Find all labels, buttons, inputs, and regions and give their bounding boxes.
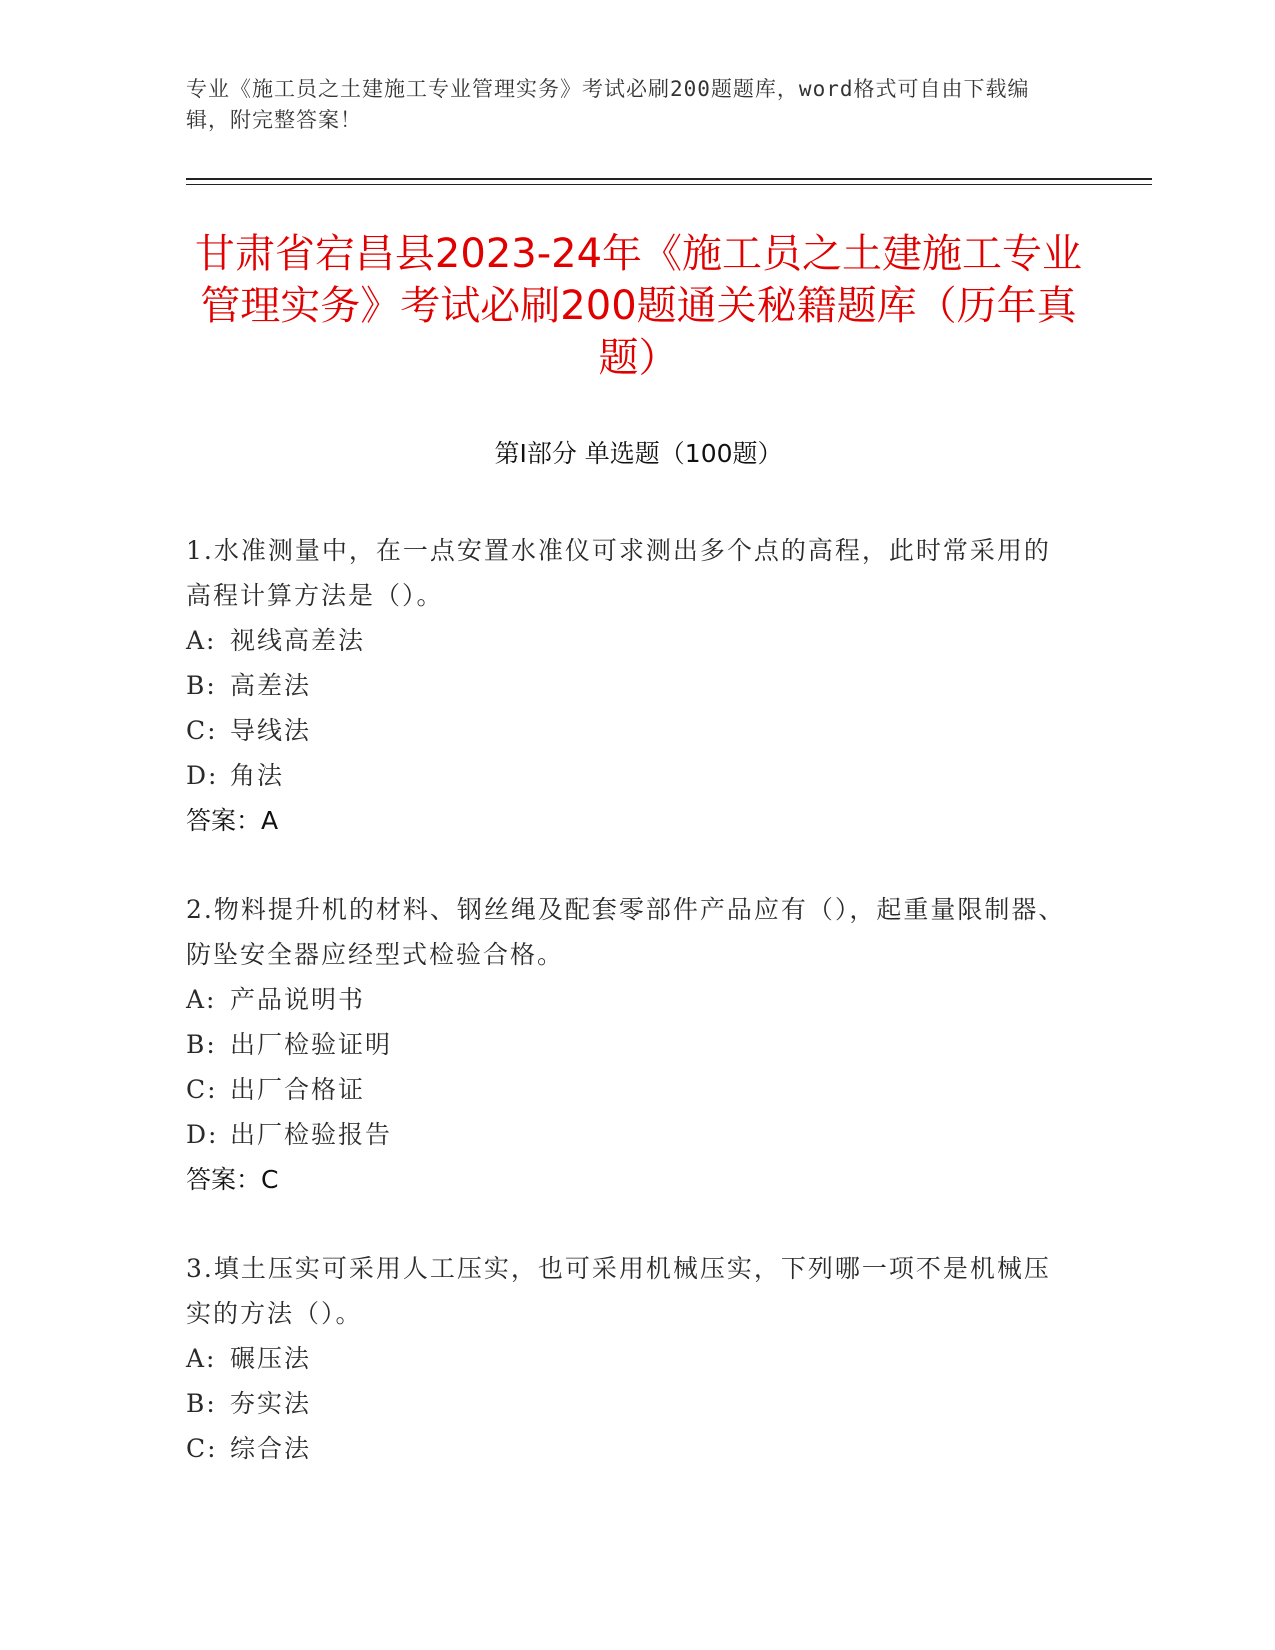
option-a [186, 1336, 1066, 1381]
option-text: 导线法 [230, 716, 312, 745]
option-d [186, 1112, 1066, 1157]
question-1 [186, 528, 1066, 843]
option-text: 出厂检验报告 [230, 1120, 393, 1149]
option-letter: C: [186, 716, 218, 745]
option-letter: B: [186, 1389, 217, 1418]
section-title: 第Ⅰ部分 单选题（100题） [494, 439, 783, 468]
header-divider-thin [186, 184, 1152, 185]
option-letter: D: [186, 1120, 219, 1149]
option-text: 出厂合格证 [230, 1075, 366, 1104]
option-letter: D: [186, 761, 219, 790]
option-text: 综合法 [230, 1434, 312, 1463]
header-divider-thick [186, 178, 1152, 180]
question-stem: 2.物料提升机的材料、钢丝绳及配套零部件产品应有（），起重量限制器、防坠安全器应经型式检验合格。 [186, 895, 1066, 969]
answer: 答案：A [186, 806, 279, 835]
option-letter: C: [186, 1434, 218, 1463]
option-d [186, 753, 1066, 798]
option-letter: A: [186, 985, 217, 1014]
option-text: 角法 [230, 761, 285, 790]
option-b [186, 663, 1066, 708]
question-stem: 3.填土压实可采用人工压实，也可采用机械压实，下列哪一项不是机械压实的方法（）。 [186, 1254, 1051, 1328]
option-b [186, 1381, 1066, 1426]
option-a [186, 618, 1066, 663]
option-text: 高差法 [230, 671, 312, 700]
option-letter: B: [186, 1030, 217, 1059]
option-c [186, 1067, 1066, 1112]
question-stem: 1.水准测量中，在一点安置水准仪可求测出多个点的高程，此时常采用的高程计算方法是（）。 [186, 536, 1051, 610]
option-text: 碾压法 [230, 1344, 312, 1373]
question-list [186, 528, 1066, 1515]
option-letter: A: [186, 1344, 217, 1373]
option-b [186, 1022, 1066, 1067]
option-text: 视线高差法 [230, 626, 366, 655]
option-letter: C: [186, 1075, 218, 1104]
option-a [186, 977, 1066, 1022]
question-3 [186, 1246, 1066, 1471]
header-note: 专业《施工员之土建施工专业管理实务》考试必刷200题题库，word格式可自由下载编辑，附完整答案！ [186, 77, 1030, 132]
document-title: 甘肃省宕昌县2023-24年《施工员之土建施工专业管理实务》考试必刷200题通关秘籍题库（历年真题） [194, 231, 1083, 381]
question-2 [186, 887, 1066, 1202]
option-letter: B: [186, 671, 217, 700]
option-text: 出厂检验证明 [230, 1030, 393, 1059]
answer: 答案：C [186, 1165, 279, 1194]
option-text: 产品说明书 [230, 985, 366, 1014]
option-c [186, 708, 1066, 753]
option-c [186, 1426, 1066, 1471]
option-letter: A: [186, 626, 217, 655]
option-text: 夯实法 [230, 1389, 312, 1418]
